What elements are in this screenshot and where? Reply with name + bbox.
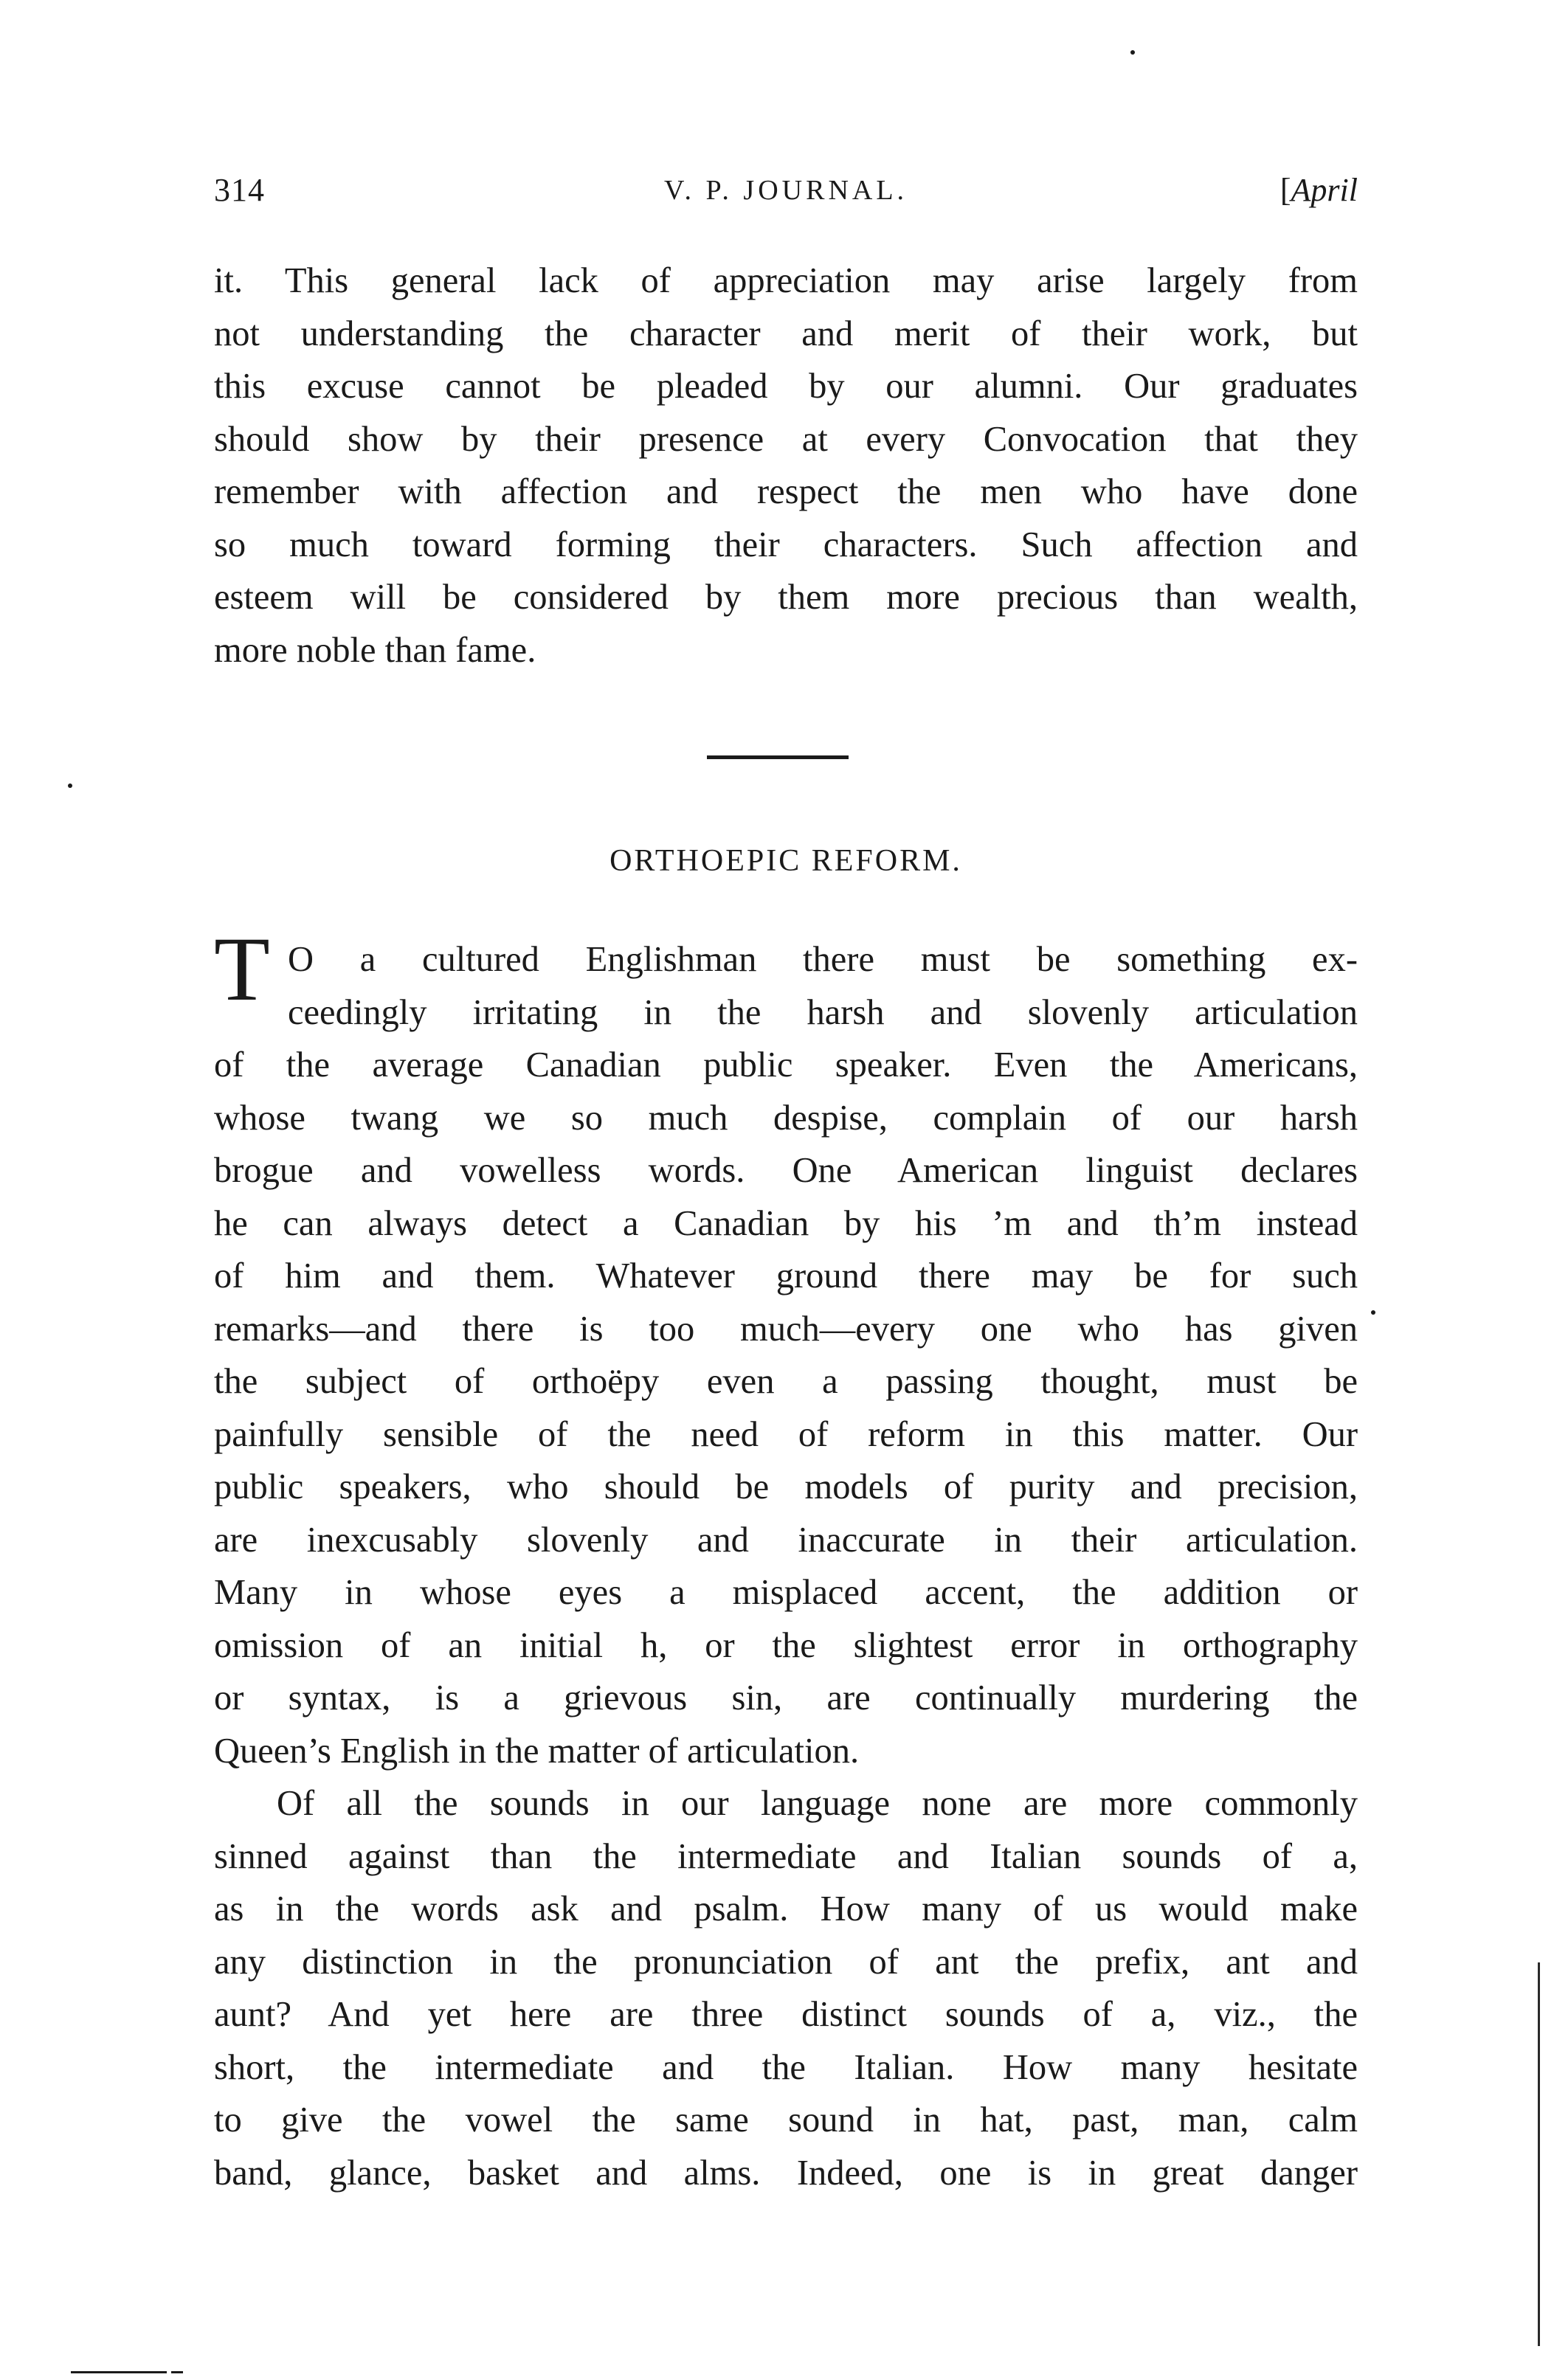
text-line: this excuse cannot be pleaded by our alumni. Our graduates: [214, 367, 1358, 406]
page-number: 314: [214, 172, 265, 208]
scan-edge-line: [1538, 1962, 1540, 2346]
text-line: aunt? And yet here are three distinct sounds of a, viz., the: [214, 1995, 1358, 2034]
text-line: band, glance, basket and alms. Indeed, one is in great danger: [214, 2153, 1358, 2193]
text-line: of him and them. Whatever ground there may be for such: [214, 1256, 1358, 1295]
text-line: as in the words ask and psalm. How many of us would make: [214, 1889, 1358, 1928]
running-month: [1280, 171, 1358, 209]
text-line: painfully sensible of the need of reform in this matter. Our: [214, 1414, 1358, 1454]
paragraph-continued: [214, 255, 1358, 677]
journal-title: V. P. JOURNAL.: [663, 175, 908, 206]
text-line: O a cultured Englishman there must be something ex-: [288, 940, 1358, 979]
scan-edge-mark: [71, 2371, 167, 2373]
text-line: he can always detect a Canadian by his ’m and th’m instead: [214, 1203, 1358, 1243]
text-line: omission of an initial h, or the slightest error in orthography: [214, 1625, 1358, 1665]
text-line: ceedingly irritating in the harsh and slovenly articulation: [288, 992, 1358, 1032]
text-line: public speakers, who should be models of purity and precision,: [214, 1467, 1358, 1506]
text-line: Queen’s English in the matter of articulation.: [214, 1731, 860, 1771]
text-line: remarks—and there is too much—every one who has given: [214, 1309, 1358, 1349]
text-line: not understanding the character and merit of their work, but: [214, 314, 1358, 353]
text-line: short, the intermediate and the Italian. How many hesitate: [214, 2047, 1358, 2087]
text-line: Many in whose eyes a misplaced accent, the addition or: [214, 1573, 1358, 1612]
text-line: brogue and vowelless words. One American linguist declares: [214, 1151, 1358, 1190]
text-line: or syntax, is a grievous sin, are continually murdering the: [214, 1678, 1358, 1717]
text-line: the subject of orthoëpy even a passing thought, must be: [214, 1362, 1358, 1401]
text-line: remember with affection and respect the men who have done: [214, 472, 1358, 511]
text-line: whose twang we so much despise, complain of our harsh: [214, 1098, 1358, 1138]
section-divider: [707, 755, 849, 759]
scan-speck: [1371, 1310, 1375, 1315]
text-line: are inexcusably slovenly and inaccurate in their articulation.: [214, 1520, 1358, 1560]
text-line: it. This general lack of appreciation may arise largely from: [214, 261, 1358, 300]
text-line: so much toward forming their characters. Such affection and: [214, 525, 1358, 564]
running-head: [214, 171, 1358, 223]
scan-speck: [68, 783, 72, 788]
text-line: sinned against than the intermediate and Italian sounds of a,: [214, 1836, 1358, 1876]
drop-cap: T: [214, 919, 270, 1020]
scan-edge-mark: [171, 2371, 183, 2373]
running-month-bracket: [: [1280, 172, 1291, 208]
text-line: should show by their presence at every Convocation that they: [214, 419, 1358, 459]
text-line: more noble than fame.: [214, 630, 536, 670]
text-line: any distinction in the pronunciation of ant the prefix, ant and: [214, 1942, 1358, 1982]
text-line: to give the vowel the same sound in hat, past, man, calm: [214, 2100, 1358, 2139]
text-line: esteem will be considered by them more precious than wealth,: [214, 578, 1358, 617]
text-line: Of all the sounds in our language none are more commonly: [277, 1784, 1358, 1823]
running-month-name: April: [1291, 172, 1358, 208]
article-body: [214, 933, 1358, 2199]
scan-speck: [1130, 50, 1135, 55]
section-title: ORTHOEPIC REFORM.: [609, 844, 962, 878]
text-line: of the average Canadian public speaker. Even the Americans,: [214, 1045, 1358, 1085]
